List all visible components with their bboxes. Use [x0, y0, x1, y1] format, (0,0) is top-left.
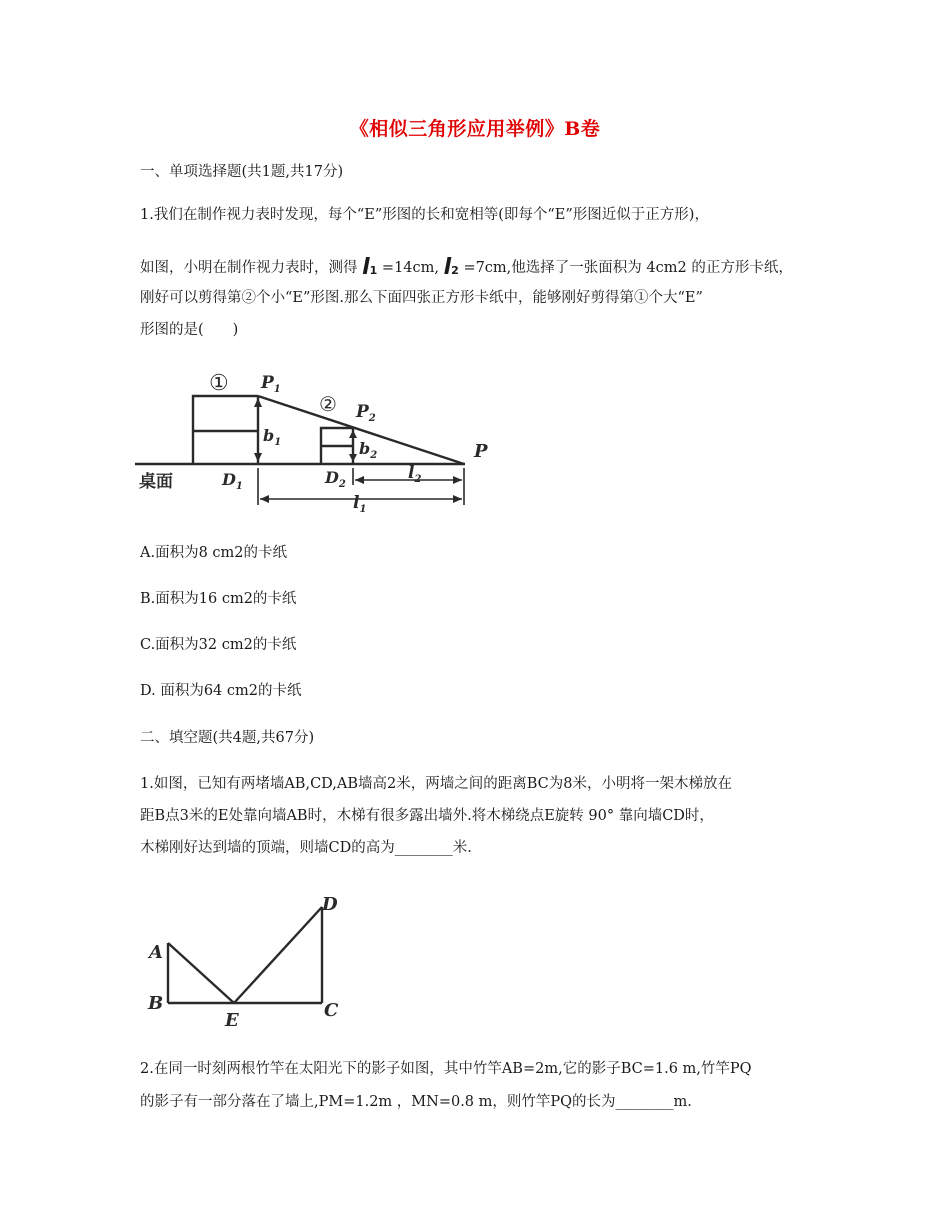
q1-line4: 形图的是( )	[140, 322, 239, 338]
q1-line2-b: =14cm,	[381, 260, 440, 276]
s2-q1-line1: 1.如图，已知有两堵墙AB,CD,AB墙高2米，两墙之间的距离BC为8米，小明将一架木梯放在	[140, 776, 732, 792]
desk-label: 桌面	[139, 472, 173, 492]
b2-label: $b_2$	[359, 439, 378, 461]
q1-line2-a: 如图，小明在制作视力表时，测得	[140, 260, 358, 276]
option-c: C.面积为32 cm2的卡纸	[140, 637, 297, 653]
e-chart-figure	[135, 365, 515, 525]
l2-symbol: l2	[443, 255, 459, 280]
point-a-label: A	[149, 942, 163, 963]
s2-q2-line2: 的影子有一部分落在了墙上,PM=1.2m ，MN=0.8 m，则竹竿PQ的长为________m.	[140, 1094, 692, 1110]
point-b-label: B	[148, 993, 164, 1014]
point-d-label: D	[322, 894, 338, 915]
l1-symbol: l1	[362, 255, 378, 280]
d2-label: $D_2$	[325, 468, 346, 490]
point-e-label: E	[225, 1010, 239, 1030]
s2-q1-line2: 距B点3米的E处靠向墙AB时，木梯有很多露出墙外.将木梯绕点E旋转 90° 靠向墙CD时，	[140, 808, 714, 824]
s2-q1-line3: 木梯刚好达到墙的顶端，则墙CD的高为________米.	[140, 840, 472, 856]
option-a: A.面积为8 cm2的卡纸	[140, 545, 288, 561]
q1-line2-c: =7cm,他选择了一张面积为 4cm2 的正方形卡纸，	[463, 260, 793, 276]
circle-1-label: ①	[209, 371, 229, 396]
section1-heading: 一、单项选择题(共1题,共17分)	[140, 164, 344, 180]
point-c-label: C	[324, 1000, 339, 1021]
s2-q2-line1: 2.在同一时刻两根竹竿在太阳光下的影子如图，其中竹竿AB=2m,它的影子BC=1.6 m,竹竿PQ	[140, 1061, 752, 1077]
option-d: D. 面积为64 cm2的卡纸	[140, 683, 302, 699]
l2-label: $l_2$	[408, 463, 422, 485]
document-title: 《相似三角形应用举例》B卷	[349, 118, 601, 140]
circle-2-label: ②	[319, 392, 337, 416]
d1-label: $D_1$	[222, 470, 243, 492]
p2-label: $P_2$	[356, 402, 376, 424]
section2-heading: 二、填空题(共4题,共67分)	[140, 730, 315, 746]
p1-label: $P_1$	[261, 373, 281, 395]
ladder-walls-figure	[140, 885, 360, 1030]
option-b: B.面积为16 cm2的卡纸	[140, 591, 297, 607]
l1-label: $l_1$	[353, 493, 367, 515]
p-label: P	[474, 441, 488, 462]
q1-line3: 刚好可以剪得第②个小“E”形图.那么下面四张正方形卡纸中，能够刚好剪得第①个大“E”	[140, 290, 703, 306]
q1-line2	[140, 255, 793, 280]
b1-label: $b_1$	[263, 426, 282, 448]
q1-line1: 1.我们在制作视力表时发现，每个“E”形图的长和宽相等(即每个“E”形图近似于正方形)，	[140, 207, 709, 223]
